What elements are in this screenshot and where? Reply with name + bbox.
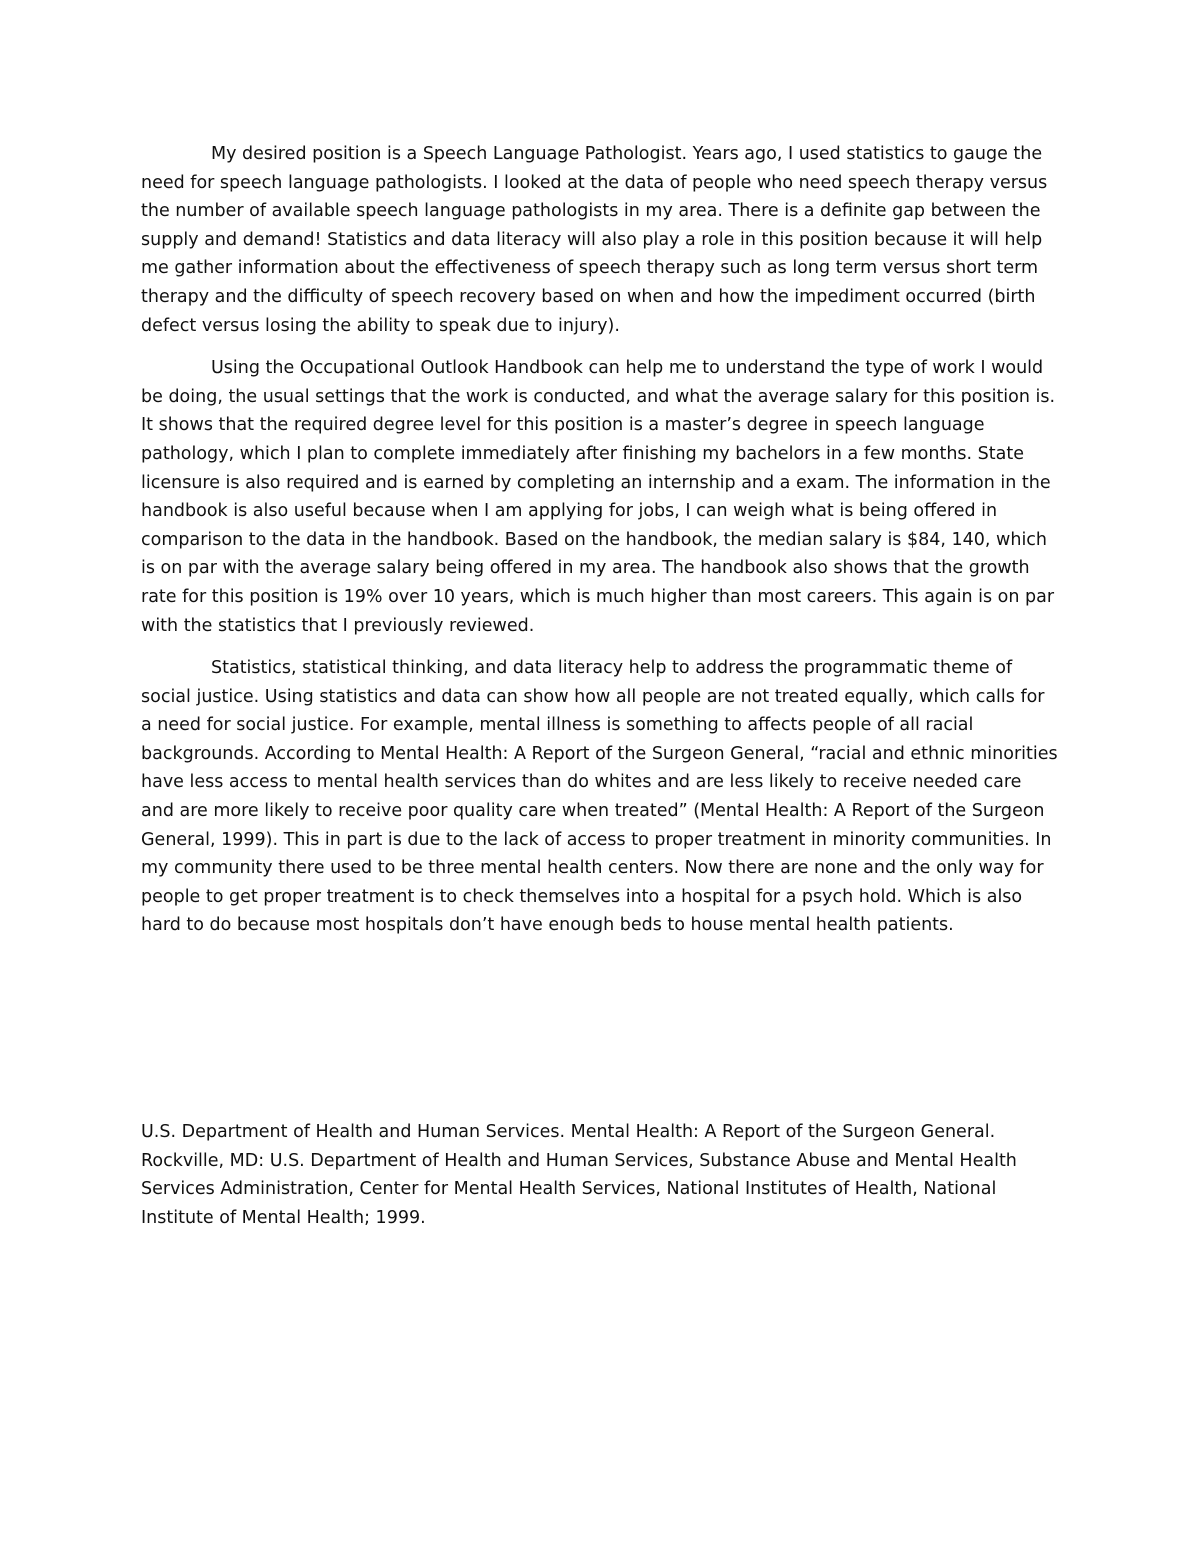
paragraph-career-goal: My desired position is a Speech Language Pathologist. Years ago, I used statistics to gauge the need for speech language pathologists. I looked at the data of people who need speech therapy versus the number of available speech language pathologists in my area. There is a definite gap between the supply and demand! Statistics and data literacy will also play a role in this position because it will help me gather information about the effectiveness of speech therapy such as long term versus short term therapy and the difficulty of speech recovery based on when and how the impediment occurred (birth defect versus losing the ability to speak due to injury). xyxy=(141,144,1048,336)
document-body xyxy=(141,140,1059,954)
paragraph-occupational-handbook: Using the Occupational Outlook Handbook can help me to understand the type of work I would be doing, the usual settings that the work is conducted, and what the average salary for this position is. It shows that the required degree level for this position is a master’s degree in speech language pathology, which I plan to complete immediately after finishing my bachelors in a few months. State licensure is also required and is earned by completing an internship and a exam. The information in the handbook is also useful because when I am applying for jobs, I can weigh what is being offered in comparison to the data in the handbook. Based on the handbook, the median salary is $84, 140, which is on par with the average salary being offered in my area. The handbook also shows that the growth rate for this position is 19% over 10 years, which is much higher than most careers. This again is on par with the statistics that I previously reviewed. xyxy=(141,358,1056,636)
reference-citation: U.S. Department of Health and Human Services. Mental Health: A Report of the Surgeon General. Rockville, MD: U.S. Department of Health and Human Services, Substance Abuse and Mental Health Services Administration, Center for Mental Health Services, National Institutes of Health, National Institute of Mental Health; 1999. xyxy=(141,1122,1017,1228)
paragraph-social-justice: Statistics, statistical thinking, and data literacy help to address the programmatic theme of social justice. Using statistics and data can show how all people are not treated equally, which calls for a need for social justice. For example, mental illness is something to affects people of all racial backgrounds. According to Mental Health: A Report of the Surgeon General, “racial and ethnic minorities have less access to mental health services than do whites and are less likely to receive needed care and are more likely to receive poor quality care when treated” (Mental Health: A Report of the Surgeon General, 1999). This in part is due to the lack of access to proper treatment in minority communities. In my community there used to be three mental health centers. Now there are none and the only way for people to get proper treatment is to check themselves into a hospital for a psych hold. Which is also hard to do because most hospitals don’t have enough beds to house mental health patients. xyxy=(141,658,1058,936)
